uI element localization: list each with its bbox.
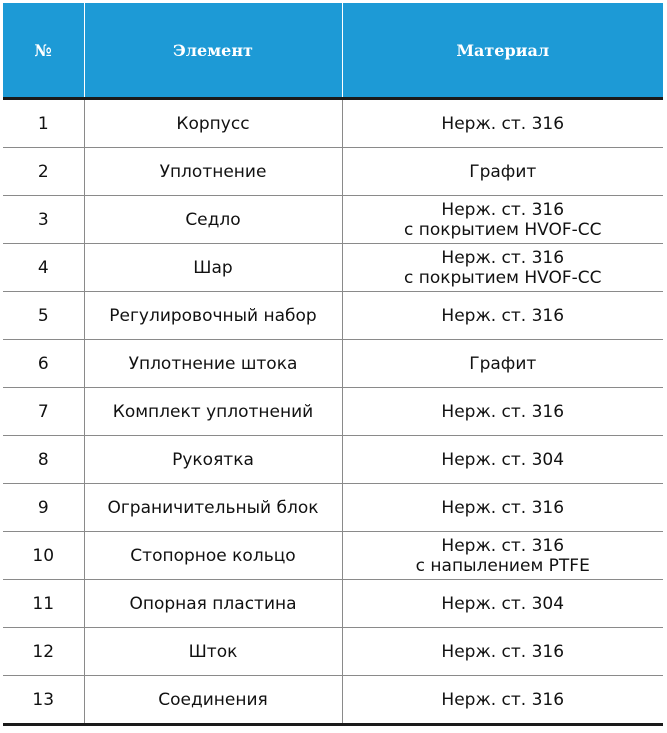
table-row xyxy=(3,484,663,532)
cell-element: Корпусс xyxy=(84,99,342,148)
header-number: № xyxy=(3,3,84,99)
material-line: Нерж. ст. 316 xyxy=(441,497,565,518)
material-line: Графит xyxy=(469,161,537,182)
cell-material xyxy=(342,388,663,436)
material-line: с покрытием HVOF-CC xyxy=(403,219,602,240)
table-row xyxy=(3,676,663,725)
header-element: Элемент xyxy=(84,3,342,99)
cell-material xyxy=(342,244,663,292)
cell-material xyxy=(342,580,663,628)
cell-material xyxy=(342,676,663,725)
table-row xyxy=(3,244,663,292)
material-line: Нерж. ст. 316 xyxy=(441,535,565,556)
cell-material xyxy=(342,148,663,196)
cell-element: Рукоятка xyxy=(84,436,342,484)
table-row xyxy=(3,99,663,148)
cell-number: 1 xyxy=(3,99,84,148)
material-line: Нерж. ст. 316 xyxy=(441,401,565,422)
table-row xyxy=(3,388,663,436)
cell-number: 2 xyxy=(3,148,84,196)
cell-material xyxy=(342,532,663,580)
cell-element: Ограничительный блок xyxy=(84,484,342,532)
cell-element: Опорная пластина xyxy=(84,580,342,628)
cell-element: Соединения xyxy=(84,676,342,725)
material-line: Нерж. ст. 304 xyxy=(441,593,565,614)
table-row xyxy=(3,148,663,196)
table-row xyxy=(3,340,663,388)
material-line: Нерж. ст. 316 xyxy=(441,689,565,710)
cell-number: 3 xyxy=(3,196,84,244)
cell-number: 9 xyxy=(3,484,84,532)
material-line: с покрытием HVOF-CC xyxy=(403,267,602,288)
table-row xyxy=(3,580,663,628)
cell-material xyxy=(342,484,663,532)
cell-material xyxy=(342,340,663,388)
cell-number: 8 xyxy=(3,436,84,484)
material-line: с напылением PTFE xyxy=(415,555,590,576)
header-material: Материал xyxy=(342,3,663,99)
cell-material xyxy=(342,196,663,244)
material-line: Нерж. ст. 316 xyxy=(441,247,565,268)
table-row xyxy=(3,292,663,340)
cell-element: Стопорное кольцо xyxy=(84,532,342,580)
cell-number: 4 xyxy=(3,244,84,292)
cell-material xyxy=(342,99,663,148)
cell-number: 12 xyxy=(3,628,84,676)
cell-element: Уплотнение xyxy=(84,148,342,196)
materials-table-container xyxy=(3,3,663,726)
material-line: Нерж. ст. 316 xyxy=(441,641,565,662)
table-row xyxy=(3,532,663,580)
cell-element: Регулировочный набор xyxy=(84,292,342,340)
cell-element: Шар xyxy=(84,244,342,292)
cell-element: Комплект уплотнений xyxy=(84,388,342,436)
table-row xyxy=(3,628,663,676)
cell-number: 13 xyxy=(3,676,84,725)
material-line: Графит xyxy=(469,353,537,374)
materials-table xyxy=(3,3,663,726)
cell-number: 11 xyxy=(3,580,84,628)
table-row xyxy=(3,436,663,484)
material-line: Нерж. ст. 316 xyxy=(441,305,565,326)
cell-number: 6 xyxy=(3,340,84,388)
material-line: Нерж. ст. 316 xyxy=(441,113,565,134)
cell-material xyxy=(342,436,663,484)
cell-element: Уплотнение штока xyxy=(84,340,342,388)
cell-number: 7 xyxy=(3,388,84,436)
table-body xyxy=(3,99,663,725)
material-line: Нерж. ст. 304 xyxy=(441,449,565,470)
cell-element: Седло xyxy=(84,196,342,244)
header-row xyxy=(3,3,663,99)
cell-material xyxy=(342,292,663,340)
cell-material xyxy=(342,628,663,676)
material-line: Нерж. ст. 316 xyxy=(441,199,565,220)
cell-element: Шток xyxy=(84,628,342,676)
cell-number: 10 xyxy=(3,532,84,580)
table-header xyxy=(3,3,663,99)
cell-number: 5 xyxy=(3,292,84,340)
table-row xyxy=(3,196,663,244)
